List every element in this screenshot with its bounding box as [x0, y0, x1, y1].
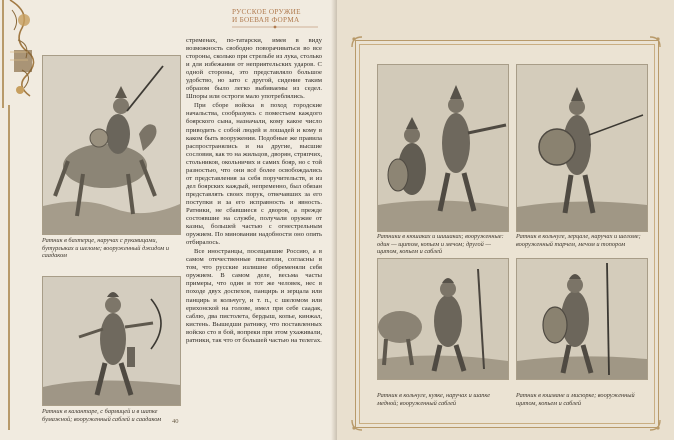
illustration-warrior-with-horse	[377, 258, 509, 380]
caption-warrior-round-shield: Ратник в кольчуге, зерцале, наручах и шеломе; вооруженный тарчем, мечом и топором	[516, 233, 641, 248]
running-head-line2: И БОЕВАЯ ФОРМА	[232, 16, 300, 24]
running-head-line1: РУССКОЕ ОРУЖИЕ	[232, 8, 301, 16]
illustration-archer	[42, 276, 181, 406]
running-head-ornament	[232, 25, 318, 29]
frame-corner-ornament	[648, 35, 662, 49]
caption-archer: Ратник в калантаре, с бармицей и в шапке бумажной; вооруженный саблей и саадаком	[42, 408, 162, 423]
body-paragraph: стременах, по-татарски, имея в виду возможность свободно поворачиваться во все стороны, сколько при стрельбе из лука, столько и для избежания от неприятельских ударов. С одной стороны, это представляло большое удобство, но зато с другой, сидение таким образом было легко выбиваемы из седел. Шпоры или остроги мало употреблялись.	[186, 37, 322, 101]
illustration-mounted-warrior	[42, 55, 181, 235]
illustration-warrior-round-shield	[516, 64, 648, 232]
illustration-warrior-with-spear	[516, 258, 648, 380]
body-paragraph: При сборе войска в поход городские начальства, сообразуясь с поместьем каждого боярского сына, назначали, кому какое число приводить с собой людей и лошадей и кому в каком быть вооружении. Подобные же правила распространялись и на другие, высшие сословия, как то на жильцов, дворян, стряпчих, стольников, окольничих и самих бояр, но с той разностью, что они всё более освобождались от представления за себя поручительств, и из дел боярских каждый, непременно, был обязан представлять своих порук, отвечавших за его поступки и за его исправность и явность. Ратники, не сбавшиеся с дворов, а прежде состоявшие на службе, получали оружие от казны, большей частью с огнестрельным оружием. По миновании надобности оно опять отбиралось.	[186, 102, 322, 247]
frame-corner-ornament	[350, 418, 364, 432]
caption-warrior-with-horse: Ратник в кольчуге, куяке, наручах и шапке медной; вооруженный саблей	[377, 392, 490, 407]
body-paragraph: Все иностранцы, посещавшие Россию, а в самом отечественные писатели, согласны в том, что русские излишне обременяли себя оружием. В самом деле, весьма часты примеры, что один и тот же человек, нес в походе двух доспехов, панцирь и зерцала или панцирь и кольчугу, и т. п., с шеломом или ерихонской на голове, имел при себе саадак, саблю, два пистолета, бердыш, копье, кинжал, кистень. Вышедши ратнику, что поставленных войско сто в бой, вопреки при этом ухаживали, ратники, так что от большей частью на телегах.	[186, 248, 322, 344]
frame-corner-ornament	[648, 418, 662, 432]
illustration-two-warriors	[377, 64, 509, 232]
page-number: 40	[172, 418, 179, 425]
running-head	[232, 8, 332, 24]
caption-mounted-warrior: Ратник в бахтерце, наручах с рукавицами, бутурлыках и шеломе; вооруженный джидом и саадаком	[42, 237, 170, 259]
caption-two-warriors: Ратники в кюшаках и шишаках; вооруженные: один — щитом, копьем и мечом; другой — щитом, копьем и саблей	[377, 233, 504, 255]
body-text	[186, 37, 322, 432]
caption-warrior-with-spear: Ратник в юшмане и мисюрке; вооруженный щитом, копьем и саблей	[516, 392, 635, 407]
left-page-border-rule	[8, 105, 10, 430]
frame-corner-ornament	[350, 35, 364, 49]
corner-ornament	[0, 0, 45, 110]
